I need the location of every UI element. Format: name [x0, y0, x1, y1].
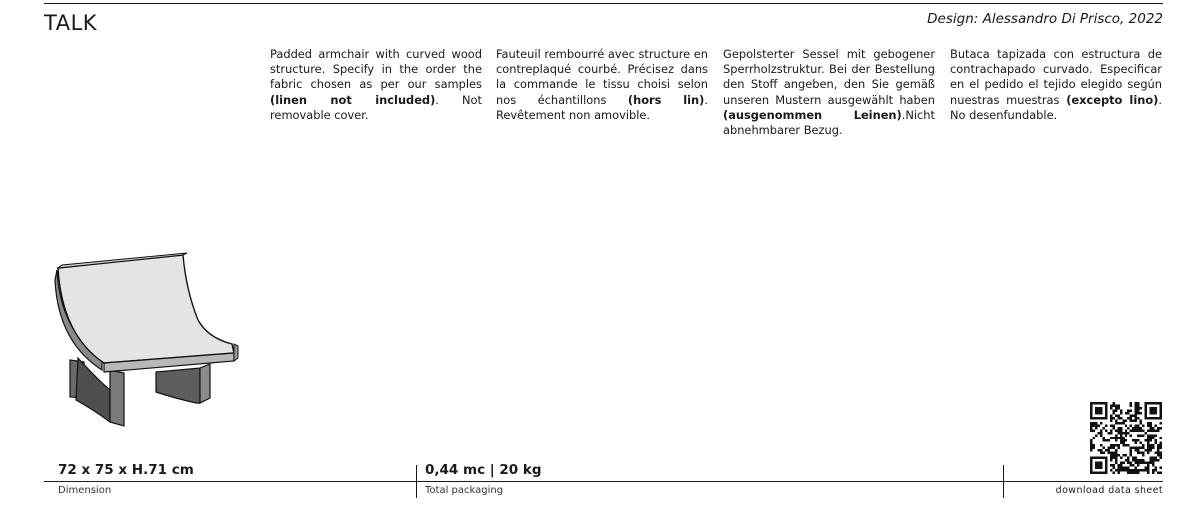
description-tail: . Revêtement non amovible. — [496, 92, 708, 122]
download-data-sheet-link[interactable]: download data sheet — [1055, 485, 1163, 496]
description-english — [270, 47, 482, 123]
description-text: Padded armchair with curved wood structure. Specify in the order the fabric chosen as per our samples — [270, 47, 482, 92]
description-tail: .Nicht abnehmbarer Bezug. — [723, 107, 935, 138]
description-text: Gepolsterter Sessel mit gebogener Sperrholzstruktur. Bei der Bestellung den Stoff angeben, den Sie gemäß unseren Mustern ausgewählt haben — [723, 47, 935, 107]
description-tail: . No desenfundable. — [950, 92, 1162, 122]
description-tail: . Not removable cover. — [270, 92, 482, 122]
product-title: TALK — [44, 11, 98, 35]
description-text: Butaca tapizada con estructura de contrachapado curvado. Especificar en el pedido el tejido elegido según nuestras muestras — [950, 47, 1162, 107]
description-spanish — [950, 47, 1162, 123]
armchair-illustration — [48, 250, 240, 430]
qr-code[interactable] — [1090, 402, 1162, 474]
description-text: Fauteuil rembourré avec structure en contreplaqué courbé. Précisez dans la commande le tissu choisi selon nos échantillons — [496, 47, 708, 107]
description-bold: (ausgenommen Leinen) — [723, 107, 902, 122]
bottom-rule — [44, 481, 1163, 482]
dimension-value: 72 x 75 x H.71 cm — [58, 462, 194, 478]
description-bold: (linen not included) — [270, 92, 436, 107]
description-bold: (hors lin) — [627, 92, 705, 107]
dimension-label: Dimension — [58, 485, 112, 496]
description-bold: (excepto lino) — [1066, 92, 1159, 107]
packaging-label: Total packaging — [425, 485, 504, 496]
description-french — [496, 47, 708, 123]
packaging-value: 0,44 mc | 20 kg — [425, 462, 542, 478]
description-german — [723, 47, 935, 138]
design-credit: Design: Alessandro Di Prisco, 2022 — [927, 11, 1163, 27]
top-rule — [44, 3, 1163, 4]
